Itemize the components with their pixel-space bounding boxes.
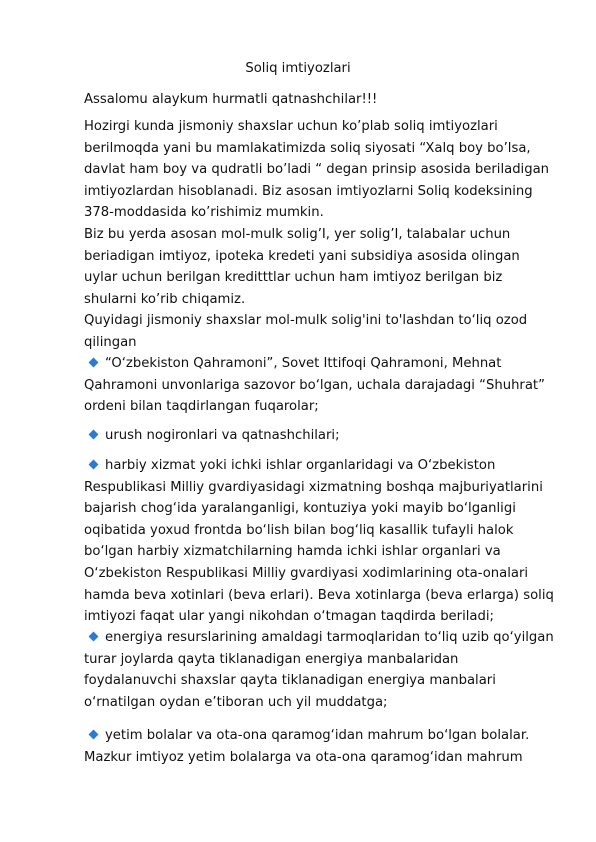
list-item [84, 627, 554, 713]
list-item [84, 425, 554, 447]
diamond-bullet-icon [89, 430, 99, 440]
list-item-text: yetim bolalar va ota-ona qaramog‘idan mahrum bo‘lgan bolalar. Mazkur imtiyoz yetim bolalarga va ota-ona qaramog‘idan mahrum [84, 728, 530, 765]
list-item [84, 725, 554, 768]
list-item-text: energiya resurslarining amaldagi tarmoqlaridan to‘liq uzib qo‘yilgan turar joylarda qayta tiklanadigan energiya manbalaridan foydalanuvchi shaxslar qayta tiklanadigan energiya manbalari o‘rnatilgan oydan e’tiboran uch yil muddatga; [84, 630, 554, 710]
intro-paragraph: Hozirgi kunda jismoniy shaxslar uchun ko’plab soliq imtiyozlari berilmoqda yani bu mamlakatimizda soliq siyosati “Xalq boy bo’lsa, davlat ham boy va qudratli bo’ladi “ degan prinsip asosida beriladigan imtiyozlardan hisoblanadi. Biz asosan imtiyozlarni Soliq kodeksining 378-moddasida ko’rishimiz mumkin. Biz bu yerda asosan mol-mulk solig’I, yer solig’I, talabalar uchun beriadigan imtiyoz, ipoteka kredeti yani subsidiya asosida olingan uylar uchun berilgan kreditttlar uchun ham imtiyoz berilgan biz shularni ko’rib chiqamiz. Quyidagi jismoniy shaxslar mol-mulk solig'ini to'lashdan to‘liq ozod qilingan [84, 119, 550, 350]
list-item-text: urush nogironlari va qatnashchilari; [105, 428, 340, 443]
list-item-text: harbiy xizmat yoki ichki ishlar organlaridagi va O‘zbekiston Respublikasi Milliy gvardiyasidagi xizmatning boshqa majburiyatlarini bajarish chog‘ida yaralanganligi, kontuziya yoki mayib bo‘lganligi oqibatida yoxud frontda bo‘lish bilan bog‘liq kasallik tufayli halok bo‘lgan harbiy xizmatchilarning hamda ichki ishlar organlari va O‘zbekiston Respublikasi Milliy gvardiyasi xodimlarining ota-onalari hamda beva xotinlari (beva erlari). Beva xotinlarga (beva erlarga) soliq imtiyozi faqat ular yangi nikohdan o‘tmagan taqdirda beriladi; [84, 458, 554, 625]
diamond-bullet-icon [89, 632, 99, 642]
list-item [84, 455, 554, 628]
diamond-bullet-icon [89, 730, 99, 740]
diamond-bullet-icon [89, 358, 99, 368]
greeting-paragraph: Assalomu alaykum hurmatli qatnashchilar!!! [84, 92, 378, 107]
list-item-text: “O‘zbekiston Qahramoni”, Sovet Ittifoqi Qahramoni, Mehnat Qahramoni unvonlariga sazovor bo‘lgan, uchala darajadagi “Shuhrat” ordeni bilan taqdirlangan fuqarolar; [84, 356, 545, 415]
list-item [84, 353, 554, 418]
page-title: Soliq imtiyozlari [245, 61, 351, 76]
diamond-bullet-icon [89, 460, 99, 470]
